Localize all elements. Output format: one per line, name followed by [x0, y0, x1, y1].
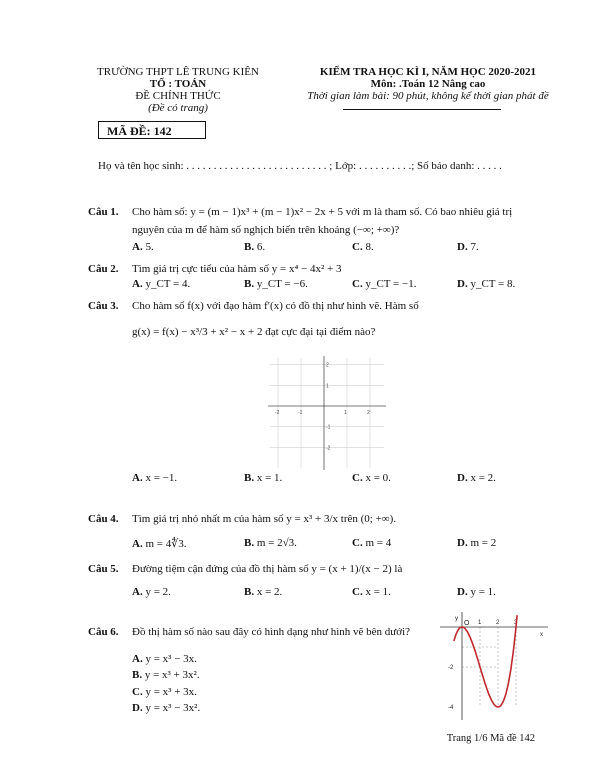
- q2-option-b: B. y_CT = −6.: [244, 278, 308, 290]
- q6-option-d: D. y = x³ − 3x².: [132, 702, 201, 714]
- q6-option-b: B. y = x³ + 3x².: [132, 669, 200, 681]
- duration: Thời gian làm bài: 90 phút, không kể thời gian phát đề: [307, 90, 549, 102]
- q3-y-tick-label: 2: [326, 362, 329, 369]
- q4-option-c: C. m = 4: [352, 537, 392, 549]
- q3-option-d: D. x = 2.: [457, 472, 496, 484]
- q3-label: Câu 3.: [88, 300, 119, 312]
- q4-label: Câu 4.: [88, 513, 119, 525]
- header-right: [278, 66, 578, 102]
- q5-option-a: A. y = 2.: [132, 586, 171, 598]
- q1-option-b: B. 6.: [244, 241, 266, 253]
- q4-option-b: B. m = 2√3.: [244, 537, 297, 549]
- q3-option-c: C. x = 0.: [352, 472, 391, 484]
- q6-y-axis-label: y: [455, 616, 458, 622]
- q2-option-c: C. y_CT = −1.: [352, 278, 417, 290]
- q5-text: Đường tiệm cận đứng của đồ thị hàm số y = (x + 1)/(x − 2) là: [132, 563, 403, 575]
- subject: Môn: .Toán 12 Nâng cao: [370, 78, 486, 90]
- q6-option-c: C. y = x³ + 3x.: [132, 686, 197, 698]
- q5-option-b: B. x = 2.: [244, 586, 283, 598]
- q2-text: Tìm giá trị cực tiểu của hàm số y = x⁴ − 4x² + 3: [132, 263, 342, 275]
- q4-option-d: D. m = 2: [457, 537, 497, 549]
- q6-curve: [454, 615, 517, 707]
- q6-x-tick-label: 3: [514, 620, 518, 626]
- q6-x-tick-label: 1: [478, 620, 482, 626]
- q1-text-1: Cho hàm số: y = (m − 1)x³ + (m − 1)x² − 2x + 5 với m là tham số. Có bao nhiêu giá trị: [132, 206, 513, 218]
- page-footer: Trang 1/6 Mã đề 142: [446, 733, 535, 744]
- q2-option-d: D. y_CT = 8.: [457, 278, 516, 290]
- q3-x-tick-label: -1: [298, 410, 303, 416]
- exam-title: KIỂM TRA HỌC KÌ I, NĂM HỌC 2020-2021: [319, 66, 537, 78]
- q3-y-tick-label: -1: [326, 424, 331, 431]
- q3-text-2: g(x) = f(x) − x³/3 + x² − x + 2 đạt cực đại tại điểm nào?: [132, 326, 376, 338]
- exam-code-box: MÃ ĐỀ: 142: [98, 121, 206, 139]
- q3-y-tick-label: 1: [326, 383, 329, 390]
- group-name: TỔ : TOÁN: [149, 78, 207, 90]
- q6-text: Đồ thị hàm số nào sau đây có hình dạng như hình vẽ bên dưới?: [132, 626, 411, 638]
- q3-option-a: A. x = −1.: [132, 472, 178, 484]
- official-label: ĐỀ CHÍNH THỨC: [135, 90, 221, 102]
- q3-x-tick-label: 1: [344, 410, 347, 416]
- q4-option-a: A. m = 4∜3.: [132, 538, 187, 550]
- q5-option-d: D. y = 1.: [457, 586, 496, 598]
- q3-option-b: B. x = 1.: [244, 472, 283, 484]
- q1-label: Câu 1.: [88, 206, 119, 218]
- q3-y-tick-label: -2: [326, 445, 331, 452]
- q6-label: Câu 6.: [88, 626, 119, 638]
- q5-label: Câu 5.: [88, 563, 119, 575]
- q6-cubic-graph: [440, 612, 550, 722]
- q3-x-tick-label: -2: [275, 410, 280, 416]
- q3-text-1: Cho hàm số f(x) với đạo hàm f′(x) có đồ thị như hình vẽ. Hàm số: [132, 300, 419, 312]
- q3-x-tick-label: 2: [367, 410, 370, 416]
- q5-option-c: C. x = 1.: [352, 586, 391, 598]
- q3-ticks: [275, 363, 370, 452]
- student-info-line: Họ và tên học sinh: . . . . . . . . . . . . . . . . . . . . . . . . . . ; Lớp: . . . . . . . . . .; Số báo danh: . . . . .: [98, 160, 502, 172]
- header-left: [68, 66, 288, 114]
- q1-option-d: D. 7.: [457, 241, 479, 253]
- q2-label: Câu 2.: [88, 263, 119, 275]
- q1-option-c: C. 8.: [352, 241, 374, 253]
- q6-x-axis-label: x: [540, 632, 543, 638]
- header-rule: [343, 109, 501, 110]
- q1-text-2: nguyên của m để hàm số nghịch biến trên khoảng (−∞; +∞)?: [132, 224, 400, 236]
- q3-derivative-graph: [268, 356, 386, 470]
- q6-x-tick-label: 2: [496, 620, 500, 626]
- q6-option-a: A. y = x³ − 3x.: [132, 653, 197, 665]
- q2-option-a: A. y_CT = 4.: [132, 278, 191, 290]
- q6-y-tick-label: -2: [448, 665, 454, 671]
- q4-text: Tìm giá trị nhỏ nhất m của hàm số y = x³ + 3/x trên (0; +∞).: [132, 513, 397, 525]
- q6-origin-label: O: [464, 620, 470, 627]
- q1-option-a: A. 5.: [132, 241, 154, 253]
- q6-y-tick-label: -4: [448, 705, 454, 711]
- pages-note: (Đề có trang): [148, 102, 208, 114]
- school-name: TRƯỜNG THPT LÊ TRUNG KIÊN: [97, 66, 259, 78]
